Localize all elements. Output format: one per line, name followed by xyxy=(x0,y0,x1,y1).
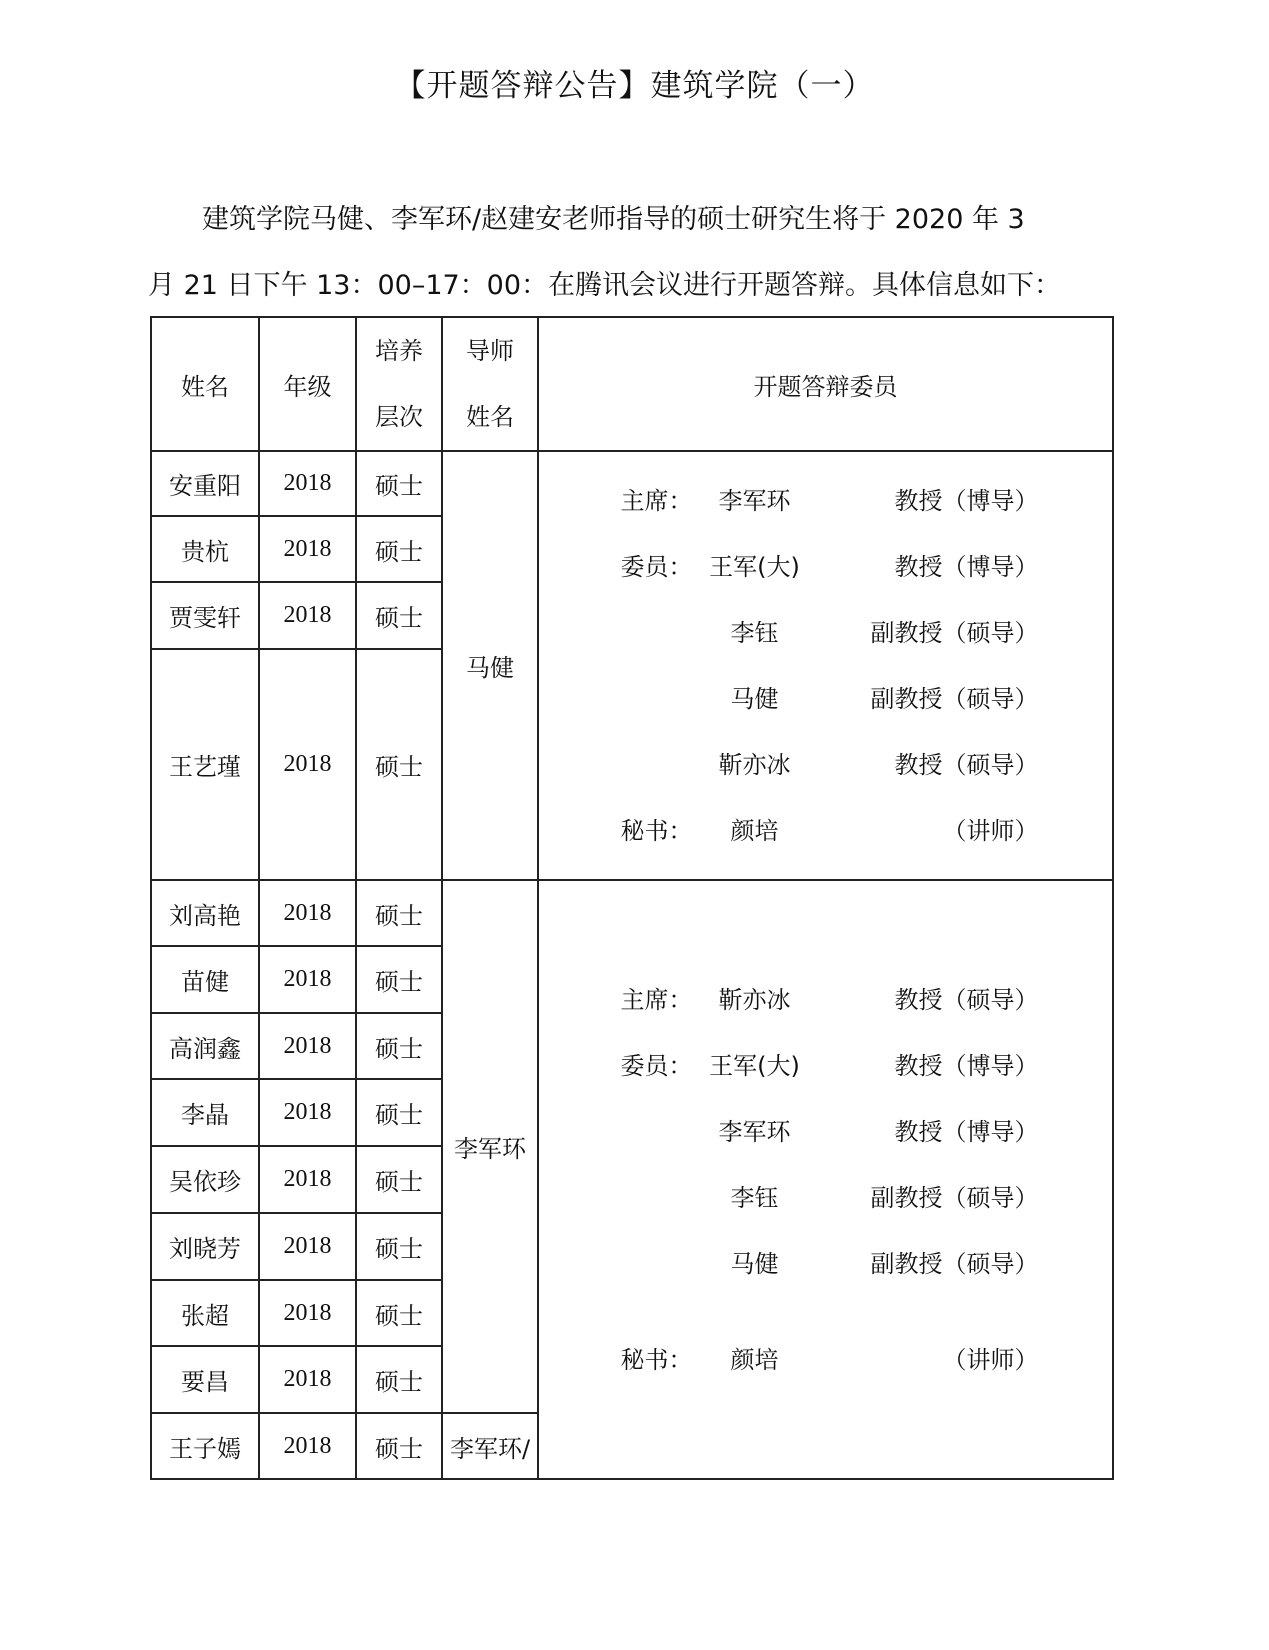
advisor-name: 马健 xyxy=(442,451,538,880)
student-level: 硕士 xyxy=(356,1213,442,1280)
student-grade: 2018 xyxy=(259,1146,356,1213)
header-level-line-2: 层次 xyxy=(375,403,423,431)
student-grade: 2018 xyxy=(259,516,356,582)
student-name: 刘晓芳 xyxy=(151,1213,259,1280)
committee-member-name: 王军(大) xyxy=(709,552,800,581)
committee-member-name: 颜培 xyxy=(730,816,779,845)
committee-member-name: 李军环 xyxy=(718,1117,791,1146)
student-name: 张超 xyxy=(151,1280,259,1346)
committee-member-title: 教授 xyxy=(894,1117,943,1146)
student-name: 吴依珍 xyxy=(151,1146,259,1213)
student-level: 硕士 xyxy=(356,582,442,649)
committee-role: 秘书： xyxy=(620,816,693,845)
committee-member xyxy=(539,798,1112,864)
table-row xyxy=(151,451,1113,516)
student-level: 硕士 xyxy=(356,880,442,946)
page-title: 【开题答辩公告】建筑学院（一） xyxy=(394,68,875,104)
header-advisor-line-2: 姓名 xyxy=(466,403,514,431)
committee-member-name: 李钰 xyxy=(730,618,779,647)
student-name: 高润鑫 xyxy=(151,1013,259,1079)
committee-member-qualification: （硕导） xyxy=(942,684,1039,713)
committee-member xyxy=(539,1165,1112,1231)
header-advisor xyxy=(442,317,538,451)
intro-line-1: 建筑学院马健、李军环/赵建安老师指导的硕士研究生将于 2020 年 3 xyxy=(202,204,1025,235)
student-grade: 2018 xyxy=(259,1280,356,1346)
student-name: 贾雯轩 xyxy=(151,582,259,649)
student-name: 王艺瑾 xyxy=(151,649,259,880)
committee-member xyxy=(539,666,1112,732)
committee-member xyxy=(539,1099,1112,1165)
student-grade: 2018 xyxy=(259,946,356,1013)
student-level: 硕士 xyxy=(356,1346,442,1413)
student-name: 王子嫣 xyxy=(151,1413,259,1479)
committee-member-qualification: （博导） xyxy=(942,486,1039,515)
committee-role: 委员： xyxy=(620,552,693,581)
committee-member-title: 副教授 xyxy=(870,1183,943,1212)
committee-cell xyxy=(538,451,1113,880)
committee-member xyxy=(539,1231,1112,1297)
header-level-line-1: 培养 xyxy=(375,337,423,365)
student-grade: 2018 xyxy=(259,1346,356,1413)
student-grade: 2018 xyxy=(259,1213,356,1280)
committee-member xyxy=(539,1327,1112,1393)
committee-member-name: 颜培 xyxy=(730,1345,779,1374)
student-name: 安重阳 xyxy=(151,451,259,516)
student-level: 硕士 xyxy=(356,516,442,582)
committee-member-name: 李钰 xyxy=(730,1183,779,1212)
committee-member-name: 马健 xyxy=(730,684,779,713)
committee-role: 主席： xyxy=(620,486,693,515)
committee-member-qualification: （硕导） xyxy=(942,1249,1039,1278)
committee-member-title: 教授 xyxy=(894,552,943,581)
committee-member-title: 教授 xyxy=(894,985,943,1014)
committee-member-qualification: （讲师） xyxy=(942,816,1039,845)
student-level: 硕士 xyxy=(356,1013,442,1079)
committee-member-qualification: （讲师） xyxy=(942,1345,1039,1374)
committee-role: 秘书： xyxy=(620,1345,693,1374)
student-grade: 2018 xyxy=(259,451,356,516)
student-name: 要昌 xyxy=(151,1346,259,1413)
committee-member xyxy=(539,732,1112,798)
committee-member-qualification: （博导） xyxy=(942,552,1039,581)
committee-member xyxy=(539,534,1112,600)
student-level: 硕士 xyxy=(356,649,442,880)
student-level: 硕士 xyxy=(356,1280,442,1346)
student-grade: 2018 xyxy=(259,582,356,649)
student-level: 硕士 xyxy=(356,946,442,1013)
student-name: 贵杭 xyxy=(151,516,259,582)
committee-member-title: 教授 xyxy=(894,486,943,515)
header-advisor-line-1: 导师 xyxy=(466,337,514,365)
committee-member-name: 靳亦冰 xyxy=(718,985,791,1014)
committee-member-name: 靳亦冰 xyxy=(718,750,791,779)
student-name: 苗健 xyxy=(151,946,259,1013)
defense-schedule-table xyxy=(150,316,1114,1480)
table-row xyxy=(151,880,1113,946)
committee-member-title: 教授 xyxy=(894,750,943,779)
committee-member xyxy=(539,1033,1112,1099)
committee-member-title: 副教授 xyxy=(870,618,943,647)
committee-cell xyxy=(538,880,1113,1479)
student-name: 刘高艳 xyxy=(151,880,259,946)
header-name: 姓名 xyxy=(151,317,259,451)
committee-member-qualification: （硕导） xyxy=(942,750,1039,779)
committee-member-qualification: （硕导） xyxy=(942,618,1039,647)
student-grade: 2018 xyxy=(259,1413,356,1479)
committee-spacer xyxy=(539,1297,1112,1327)
advisor-name: 李军环/ xyxy=(442,1413,538,1479)
student-level: 硕士 xyxy=(356,1079,442,1146)
committee-member xyxy=(539,468,1112,534)
committee-member-qualification: （博导） xyxy=(942,1051,1039,1080)
committee-member-title: 副教授 xyxy=(870,684,943,713)
committee-member-name: 王军(大) xyxy=(709,1051,800,1080)
student-grade: 2018 xyxy=(259,1079,356,1146)
committee-member-qualification: （硕导） xyxy=(942,985,1039,1014)
header-level xyxy=(356,317,442,451)
advisor-name: 李军环 xyxy=(442,880,538,1413)
student-grade: 2018 xyxy=(259,649,356,880)
committee-member-name: 李军环 xyxy=(718,486,791,515)
committee-member-qualification: （博导） xyxy=(942,1117,1039,1146)
header-grade: 年级 xyxy=(259,317,356,451)
student-level: 硕士 xyxy=(356,451,442,516)
table-header-row xyxy=(151,317,1113,451)
committee-role: 主席： xyxy=(620,985,693,1014)
committee-member xyxy=(539,600,1112,666)
student-name: 李晶 xyxy=(151,1079,259,1146)
header-committee: 开题答辩委员 xyxy=(538,317,1113,451)
committee-member-qualification: （硕导） xyxy=(942,1183,1039,1212)
committee-member-title: 教授 xyxy=(894,1051,943,1080)
student-grade: 2018 xyxy=(259,880,356,946)
student-grade: 2018 xyxy=(259,1013,356,1079)
committee-role: 委员： xyxy=(620,1051,693,1080)
committee-member-title: 副教授 xyxy=(870,1249,943,1278)
intro-line-2: 月 21 日下午 13：00–17：00：在腾讯会议进行开题答辩。具体信息如下： xyxy=(148,270,1062,301)
student-level: 硕士 xyxy=(356,1413,442,1479)
committee-member xyxy=(539,967,1112,1033)
committee-member-name: 马健 xyxy=(730,1249,779,1278)
student-level: 硕士 xyxy=(356,1146,442,1213)
